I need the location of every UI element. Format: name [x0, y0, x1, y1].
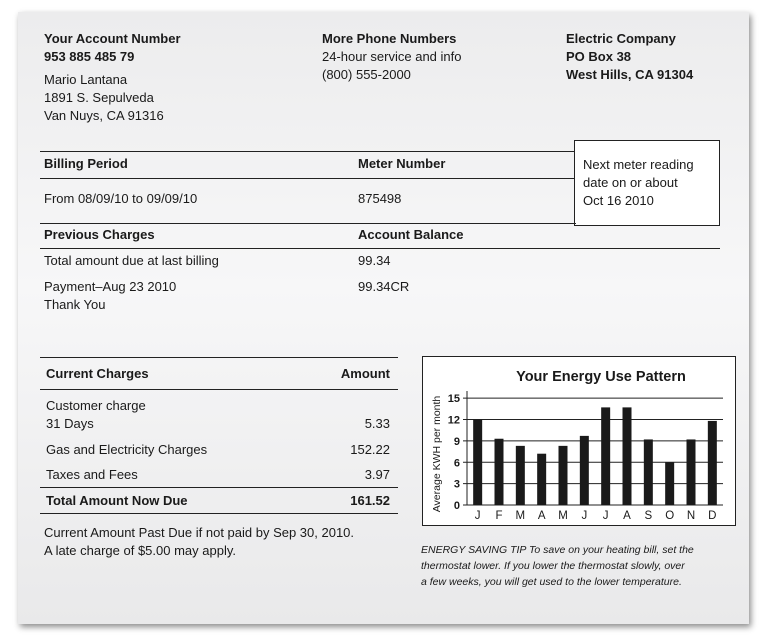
current-amount-label: Amount — [340, 366, 390, 381]
previous-row-desc: Payment–Aug 23 2010 — [44, 279, 177, 294]
total-due-label: Total Amount Now Due — [46, 493, 188, 508]
chart-bar — [623, 407, 632, 505]
divider — [40, 513, 398, 514]
energy-chart-box — [422, 356, 736, 526]
chart-x-tick-label: F — [495, 510, 503, 522]
company-box: PO Box 38 — [566, 49, 632, 64]
meter-number-value: 875498 — [358, 191, 402, 206]
account-number: 953 885 485 79 — [44, 49, 135, 64]
current-row-desc: Taxes and Fees — [46, 467, 138, 482]
previous-row-desc-2: Thank You — [44, 297, 106, 312]
chart-bar — [687, 439, 696, 505]
phones-title: More Phone Numbers — [322, 31, 457, 46]
chart-y-axis-label: Average KWH per month — [431, 395, 443, 513]
divider — [40, 223, 576, 224]
past-due-notice: Current Amount Past Due if not paid by Sep 30, 2010. — [44, 525, 355, 540]
divider — [40, 487, 398, 488]
chart-bar — [473, 420, 482, 506]
divider — [40, 389, 398, 390]
company-city: West Hills, CA 91304 — [566, 67, 694, 82]
next-reading-date: Oct 16 2010 — [583, 193, 654, 208]
meter-number-label: Meter Number — [358, 156, 446, 171]
current-row-amount: 5.33 — [364, 416, 390, 431]
chart-y-tick-label: 3 — [453, 478, 460, 491]
current-row-desc: Customer charge — [46, 398, 146, 413]
total-due-amount: 161.52 — [350, 493, 390, 508]
energy-tip-line-3: a few weeks, you will get used to the lower temperature. — [421, 576, 682, 588]
previous-row-desc: Total amount due at last billing — [44, 253, 219, 268]
chart-y-tick-label: 15 — [447, 393, 460, 406]
previous-row-amount: 99.34CR — [358, 279, 410, 294]
late-charge-notice: A late charge of $5.00 may apply. — [44, 543, 236, 558]
chart-bar — [516, 446, 525, 505]
chart-bar — [708, 421, 717, 505]
customer-name: Mario Lantana — [44, 72, 128, 87]
chart-x-tick-label: M — [558, 510, 568, 522]
chart-x-tick-label: N — [686, 510, 696, 522]
chart-x-tick-label: A — [623, 510, 631, 522]
chart-x-tick-label: S — [644, 510, 653, 522]
next-reading-line-1: Next meter reading — [583, 157, 694, 172]
chart-bar — [537, 454, 546, 505]
chart-bar — [559, 446, 568, 505]
divider — [40, 178, 578, 179]
chart-y-tick-label: 6 — [453, 457, 460, 470]
divider — [40, 357, 398, 358]
chart-bar — [601, 407, 610, 505]
phones-line-2: (800) 555-2000 — [322, 67, 411, 82]
account-balance-label: Account Balance — [358, 227, 464, 242]
next-reading-line-2: date on or about — [583, 175, 678, 190]
company-name: Electric Company — [566, 31, 676, 46]
current-charges-label: Current Charges — [46, 366, 149, 381]
current-row-desc-2: 31 Days — [46, 416, 94, 431]
customer-street: 1891 S. Sepulveda — [44, 90, 154, 105]
chart-y-tick-label: 0 — [453, 500, 460, 512]
chart-x-tick-label: O — [665, 510, 675, 522]
chart-bar — [644, 439, 653, 505]
previous-row-amount: 99.34 — [358, 253, 391, 268]
current-row-desc: Gas and Electricity Charges — [46, 442, 208, 457]
chart-x-tick-label: J — [602, 510, 609, 522]
chart-bar — [580, 436, 589, 505]
customer-city: Van Nuys, CA 91316 — [44, 108, 164, 123]
divider — [40, 248, 720, 249]
energy-use-chart — [423, 357, 735, 525]
current-row-amount: 152.22 — [350, 442, 390, 457]
divider — [40, 151, 578, 152]
energy-tip-line-1: ENERGY SAVING TIP To save on your heating bill, set the — [421, 544, 694, 556]
billing-period-value: From 08/09/10 to 09/09/10 — [44, 191, 198, 206]
chart-x-tick-label: J — [474, 510, 481, 522]
chart-bar — [665, 462, 674, 505]
chart-y-tick-label: 9 — [453, 435, 460, 448]
account-number-label: Your Account Number — [44, 31, 181, 46]
energy-tip-line-2: thermostat lower. If you lower the thermostat slowly, over — [421, 560, 685, 572]
chart-title: Your Energy Use Pattern — [516, 369, 686, 385]
current-row-amount: 3.97 — [364, 467, 390, 482]
chart-x-tick-label: A — [537, 510, 546, 522]
phones-line-1: 24-hour service and info — [322, 49, 462, 64]
chart-y-tick-label: 12 — [447, 414, 460, 427]
chart-bar — [495, 439, 504, 505]
chart-x-tick-label: M — [515, 510, 526, 522]
next-reading-box — [574, 140, 720, 226]
utility-bill — [18, 12, 749, 624]
billing-period-label: Billing Period — [44, 156, 128, 171]
previous-charges-label: Previous Charges — [44, 227, 155, 242]
chart-x-tick-label: D — [708, 510, 717, 522]
chart-x-tick-label: J — [581, 510, 588, 522]
